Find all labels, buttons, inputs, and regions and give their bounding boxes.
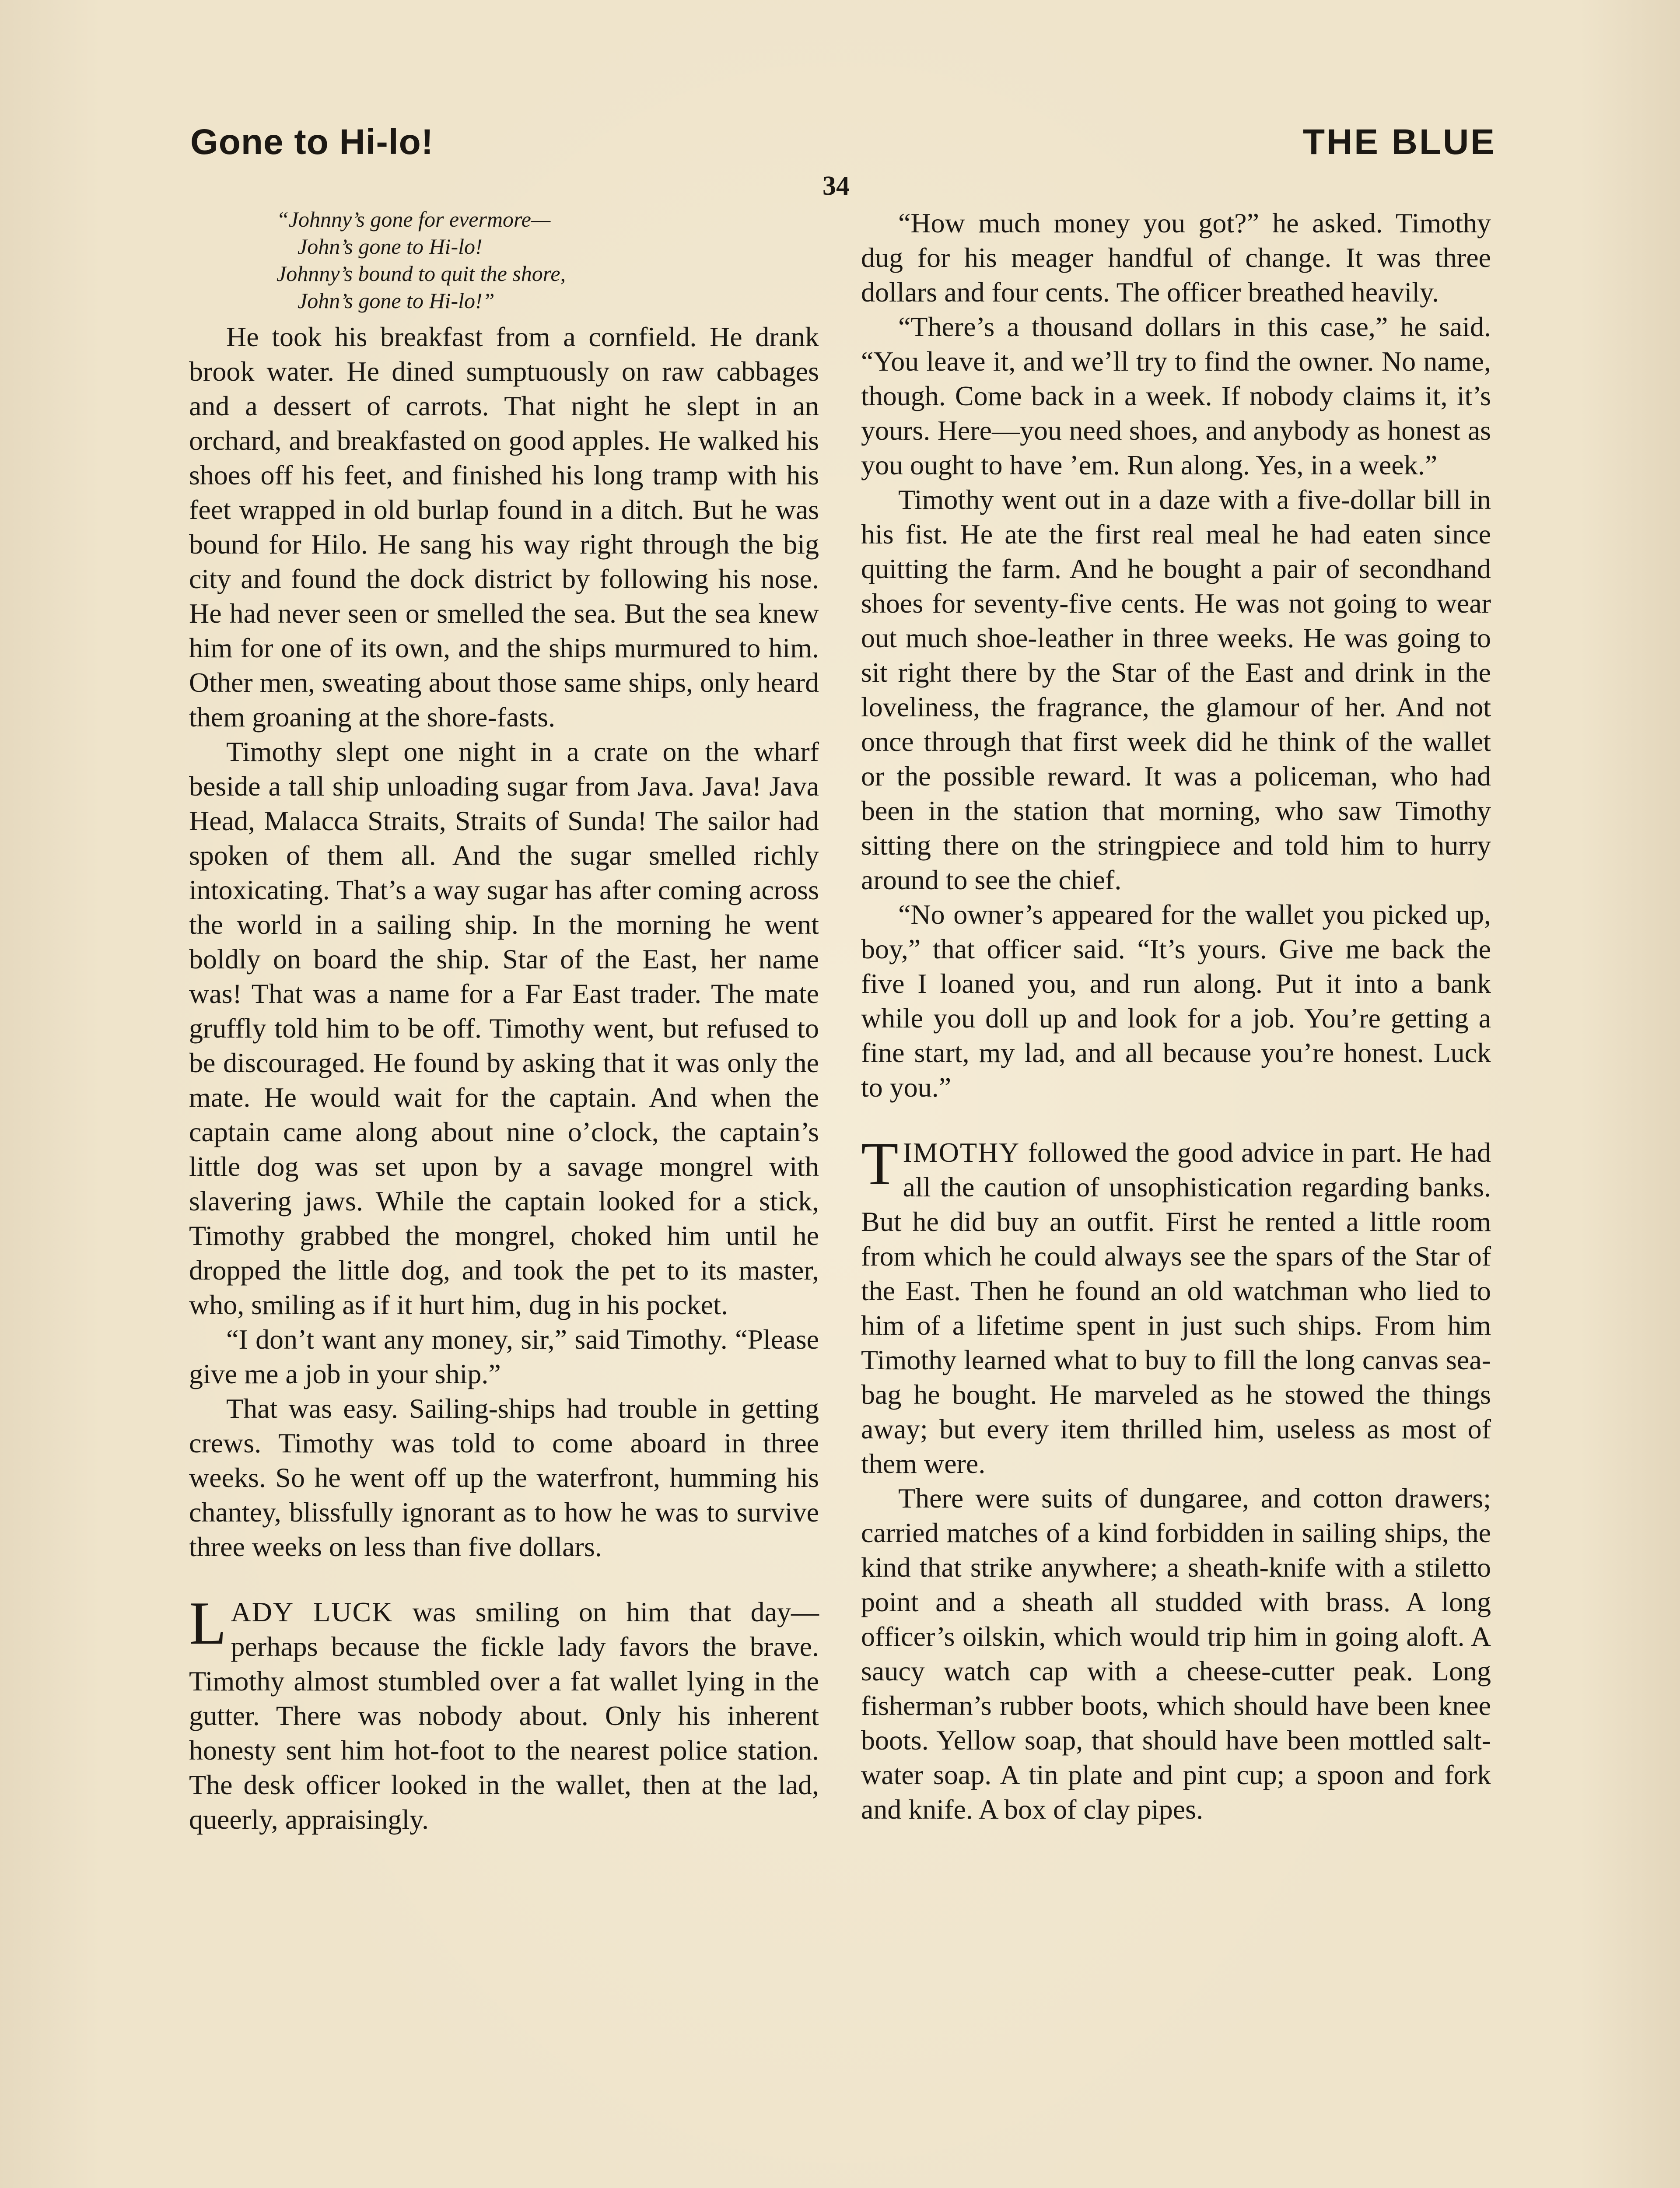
verse-line: John’s gone to Hi-lo!”	[298, 288, 495, 313]
small-caps-lead: ADY LUCK	[231, 1596, 393, 1627]
verse-line: Johnny’s bound to quit the shore,	[276, 261, 566, 286]
paragraph: “I don’t want any money, sir,” said Timothy. “Please give me a job in your ship.”	[189, 1324, 819, 1389]
page-number: 34	[822, 171, 850, 201]
paragraph: “No owner’s appeared for the wallet you picked up, boy,” that officer said. “It’s yours. Give me back the five I loaned you, and run along. Put it into a bank while you doll up and look for a job. You’re getting a fine start, my lad, and all because you’re honest. Luck to you.”	[861, 899, 1491, 1103]
paragraph-dropcap	[189, 1589, 819, 1837]
paragraph: That was easy. Sailing-ships had trouble in getting crews. Timothy was told to come aboard in three weeks. So he went off up the waterfront, humming his chantey, blissfully ignorant as to how he was to survive three weeks on less than five dollars.	[189, 1393, 819, 1562]
paragraph: “There’s a thousand dollars in this case,” he said. “You leave it, and we’ll try to find the owner. No name, though. Come back in a week. If nobody claims it, it’s yours. Here—you need shoes, and anybody as honest as you ought to have ’em. Run along. Yes, in a week.”	[861, 311, 1491, 480]
verse-line: “Johnny’s gone for evermore—	[276, 207, 551, 231]
paragraph: There were suits of dungaree, and cotton drawers; carried matches of a kind forbidden in sailing ships, the kind that strike anywhere; a sheath-knife with a stiletto point and a sheath all studded with brass. A long officer’s oilskin, which would trip him in going aloft. A saucy watch cap with a cheese-cutter peak. Long fisherman’s rubber boots, which should have been knee boots. Yellow soap, that should have been mottled salt-water soap. A tin plate and pint cup; a spoon and fork and knife. A box of clay pipes.	[861, 1483, 1491, 1825]
small-caps-lead: IMOTHY	[903, 1137, 1020, 1168]
paragraph-text: followed the good advice in part. He had all the caution of unsophistication regarding banks. But he did buy an outfit. First he rented a little room from which he could always see the spars of the Star of the East. Then he found an old watchman who lied to him of a lifetime spent in just such ships. From him Timothy learned what to buy to fill the long canvas sea-bag he bought. He marveled as he stowed the things away; but every item thrilled him, useless as most of them were.	[861, 1137, 1491, 1479]
drop-cap: T	[861, 1130, 899, 1198]
section-break	[189, 1564, 819, 1595]
paragraph: “How much money you got?” he asked. Timothy dug for his meager handful of change. It was three dollars and four cents. The officer breathed heavily.	[861, 207, 1491, 308]
paragraph-dropcap	[861, 1130, 1491, 1481]
paragraph: He took his breakfast from a cornfield. He drank brook water. He dined sumptuously on raw cabbages and a dessert of carrots. That night he slept in an orchard, and breakfasted on good apples. He walked his shoes off his feet, and finished his long tramp with his feet wrapped in old burlap found in a ditch. But he was bound for Hilo. He sang his way right through the big city and found the dock district by following his nose. He had never seen or smelled the sea. But the sea knew him for one of its own, and the ships murmured to him. Other men, sweating about those same ships, only heard them groaning at the shore-fasts.	[189, 321, 819, 733]
drop-cap: L	[189, 1589, 227, 1657]
story-title: Gone to Hi-lo!	[190, 122, 434, 162]
epigraph-verse	[276, 206, 819, 314]
right-column	[861, 206, 1491, 1827]
paragraph-text: was smiling on him that day—perhaps because the fickle lady favors the brave. Timothy almost stumbled over a fat wallet lying in the gutter. There was nobody about. Only his inherent honesty sent him hot-foot to the nearest police station. The desk officer looked in the wallet, then at the lad, queerly, appraisingly.	[189, 1596, 819, 1835]
paragraph: Timothy went out in a daze with a five-dollar bill in his fist. He ate the first real meal he had eaten since quitting the farm. And he bought a pair of secondhand shoes for seventy-five cents. He was not going to wear out much shoe-leather in three weeks. He was going to sit right there by the Star of the East and drink in the loveliness, the fragrance, the glamour of her. And not once through that first week did he think of the wallet or the possible reward. It was a policeman, who had been in the station that morning, who saw Timothy sitting there on the stringpiece and told him to hurry around to see the chief.	[861, 484, 1491, 895]
magazine-name: THE BLUE	[1303, 122, 1496, 162]
verse-line: John’s gone to Hi-lo!	[298, 234, 483, 259]
left-column	[189, 206, 819, 1837]
paragraph: Timothy slept one night in a crate on the wharf beside a tall ship unloading sugar from Java. Java! Java Head, Malacca Straits, Straits of Sunda! The sailor had spoken of them all. And the sugar smelled richly intoxicating. That’s a way sugar has after coming across the world in a sailing ship. In the morning he went boldly on board the ship. Star of the East, her name was! That was a name for a Far East trader. The mate gruffly told him to be off. Timothy went, but refused to be discouraged. He found by asking that it was only the mate. He would wait for the captain. And when the captain came along about nine o’clock, the captain’s little dog was set upon by a savage mongrel with slavering jaws. While the captain looked for a stick, Timothy grabbed the mongrel, choked him until he dropped the little dog, and took the pet to its master, who, smiling as if it hurt him, dug in his pocket.	[189, 736, 819, 1320]
section-break	[861, 1105, 1491, 1135]
